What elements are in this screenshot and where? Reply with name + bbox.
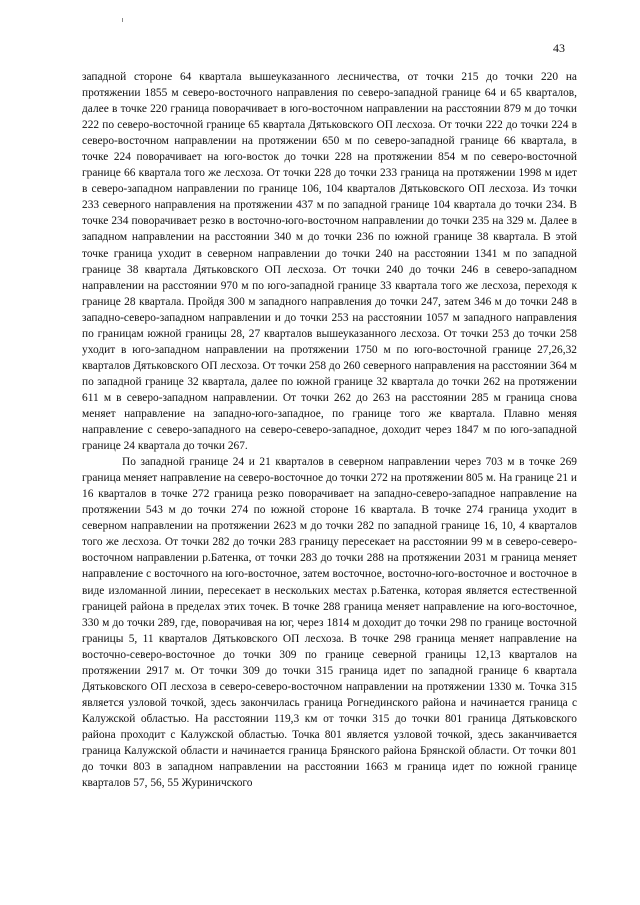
page-number: 43 <box>553 41 565 55</box>
paragraph-boundary-description: По западной границе 24 и 21 кварталов в северном направлении через 703 м в точке 269 граница меняет направление на северо-восточное до точки 272 на протяжении 805 м. На границе 21 и 16 кварталов в точке 272 граница резко поворачивает на западно-северо-западное направление на протяжении 543 м до точки 274 по южной стороне 16 квартала. В точке 274 граница уходит в северном направлении на протяжении 2623 м до точки 282 по западной границе 16, 10, 4 кварталов того же лесхоза. От точки 282 до точки 283 границу пересекает на расстоянии 99 м в северо-северо-восточном направлении р.Батенка, от точки 283 до точки 288 на протяжении 2031 м граница меняет направление с восточного на юго-восточное, затем восточное, восточно-юго-восточное и восточное в виде изломанной линии, пересекает в нескольких местах р.Батенка, которая является естественной границей района в пределах этих точек. В точке 288 граница меняет направление на юго-восточное, 330 м до точки 289, где, поворачивая на юг, через 1814 м доходит до точки 298 по границе восточной границы 5, 11 кварталов Дятьковского ОП лесхоза. В точке 298 граница меняет направление на восточно-северо-восточное до точки 309 по границе северной границы 12,13 кварталов на протяжении 2917 м. От точки 309 до точки 315 граница идет по западной границе 6 квартала Дятьковского ОП лесхоза в северо-северо-восточном направлении на протяжении 1330 м. Точка 315 является узловой точкой, здесь закончилась граница Рогнединского района и начинается граница с Калужской областью. На расстоянии 119,3 км от точки 315 до точки 801 граница Дятьковского района проходит с Калужской областью. Точка 801 является узловой точкой, здесь заканчивается граница Калужской области и начинается граница Брянского района Брянской области. От точки 801 до точки 803 в западном направлении на расстоянии 1663 м граница идет по южной границе кварталов 57, 56, 55 Журиничского <box>82 456 577 790</box>
paragraph-continuation: западной стороне 64 квартала вышеуказанного лесничества, от точки 215 до точки 220 на протяжении 1855 м северо-восточного направления по северо-западной границе 64 и 65 кварталов, далее в точке 220 граница поворачивает в юго-восточном направлении на расстоянии 879 м до точки 222 по северо-восточной границе 65 квартала Дятьковского ОП лесхоза. От точки 222 до точки 224 в северо-восточном направлении на протяжении 650 м по северо-западной границе 66 квартала, в точке 224 поворачивает на юго-восток до точки 228 на протяжении 854 м по северо-восточной границе 66 квартала того же лесхоза. От точки 228 до точки 233 граница на протяжении 1998 м идет в северо-западном направлении по границе 106, 104 кварталов Дятьковского ОП лесхоза. Из точки 233 северного направления на протяжении 437 м по западной границе 104 квартала до точки 234. В точке 234 поворачивает резко в восточно-юго-восточном направлении до точки 235 на 329 м. Далее в западном направлении на расстоянии 340 м до точки 236 по южной границе 38 квартала. В этой точке граница уходит в северном направлении до точки 240 на расстоянии 1341 м по западной границе 38 квартала Дятьковского ОП лесхоза. От точки 240 до точки 246 в северо-западном направлении на расстоянии 970 м по юго-западной границе 33 квартала того же лесхоза, переходя к границе 28 квартала. Пройдя 300 м западного направления до точки 247, затем 346 м до точки 248 в западно-северо-западном направлении и до точки 253 на расстоянии 1057 м западного направления по границам южной границы 28, 27 кварталов вышеуказанного лесхоза. От точки 253 до точки 258 уходит в юго-западном направлении на протяжении 1750 м по юго-восточной границе 27,26,32 кварталов Дятьковского ОП лесхоза. От точки 258 до 260 северного направления на расстоянии 364 м по западной границе 32 квартала, далее по южной границе 32 квартала до точки 262 на протяжении 611 м в северо-западном направлении. От точки 262 до 263 на расстоянии 285 м граница снова меняет направление на западно-юго-западное, по границе того же квартала. Плавно меняя направление с северо-западного на северо-северо-западное, доходит через 1847 м по юго-западной границе 24 квартала до точки 267. <box>82 71 577 453</box>
document-body <box>82 69 577 791</box>
scan-mark <box>122 18 123 22</box>
